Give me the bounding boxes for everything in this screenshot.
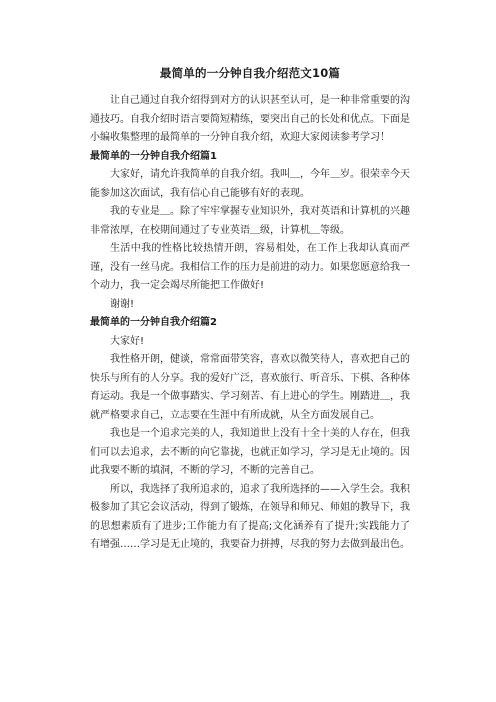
section2-paragraph: 我性格开朗，健谈，常常面带笑容，喜欢以微笑待人，喜欢把自己的快乐与所有的人分享。我的爱好广泛，喜欢旅行、听音乐、下棋、各种体育运动。我是一个做事踏实、学习刻苦、有上进心的学生。刚踏进＿，我就严格要求自己，立志要在生涯中有所成就，从全方面发展自己。 (90, 354, 410, 421)
section1-paragraph: 生活中我的性格比较热情开朗，容易相处，在工作上我却认真而严谨，没有一丝马虎。我相信工作的压力是前进的动力。如果您愿意给我一个动力，我一定会竭尽所能把工作做好! (90, 243, 410, 291)
document-page (90, 66, 410, 555)
section-heading-1: 最简单的一分钟自我介绍篇1 (90, 150, 217, 162)
section2-paragraph: 大家好! (110, 335, 145, 347)
section1-paragraph: 我的专业是＿。除了牢牢掌握专业知识外，我对英语和计算机的兴趣非常浓厚，在校期间通过了专业英语＿级，计算机＿等级。 (90, 206, 410, 236)
section2-paragraph: 所以，我选择了我所追求的，追求了我所选择的——入学生会。我积极参加了其它会议活动，得到了锻炼，在领导和师兄、师姐的教导下，我的思想素质有了进步;工作能力有了提高;文化涵养有了提升;实践能力了有增强……学习是无止境的，我要奋力拼搏，尽我的努力去做到最出色。 (90, 483, 410, 550)
section-heading-2: 最简单的一分钟自我介绍篇2 (90, 317, 217, 328)
section1-paragraph: 大家好，请允许我简单的自我介绍。我叫＿，今年＿岁。很荣幸今天能参加这次面试，我有信心自己能够有好的表现。 (90, 169, 410, 199)
section2-paragraph: 我也是一个追求完美的人，我知道世上没有十全十美的人存在，但我们可以去追求，去不断的向它靠拢，也就正如学习，学习是无止境的。因此我要不断的填洞，不断的学习，不断的完善自己。 (90, 428, 410, 476)
section1-paragraph: 谢谢! (110, 298, 135, 310)
intro-paragraph: 让自己通过自我介绍得到对方的认识甚至认可，是一种非常重要的沟通技巧。自我介绍时语言要简短精练，要突出自己的长处和优点。下面是小编收集整理的最简单的一分钟自我介绍，欢迎大家阅读参考学习！ (90, 95, 410, 143)
document-title: 最简单的一分钟自我介绍范文10篇 (159, 66, 341, 80)
